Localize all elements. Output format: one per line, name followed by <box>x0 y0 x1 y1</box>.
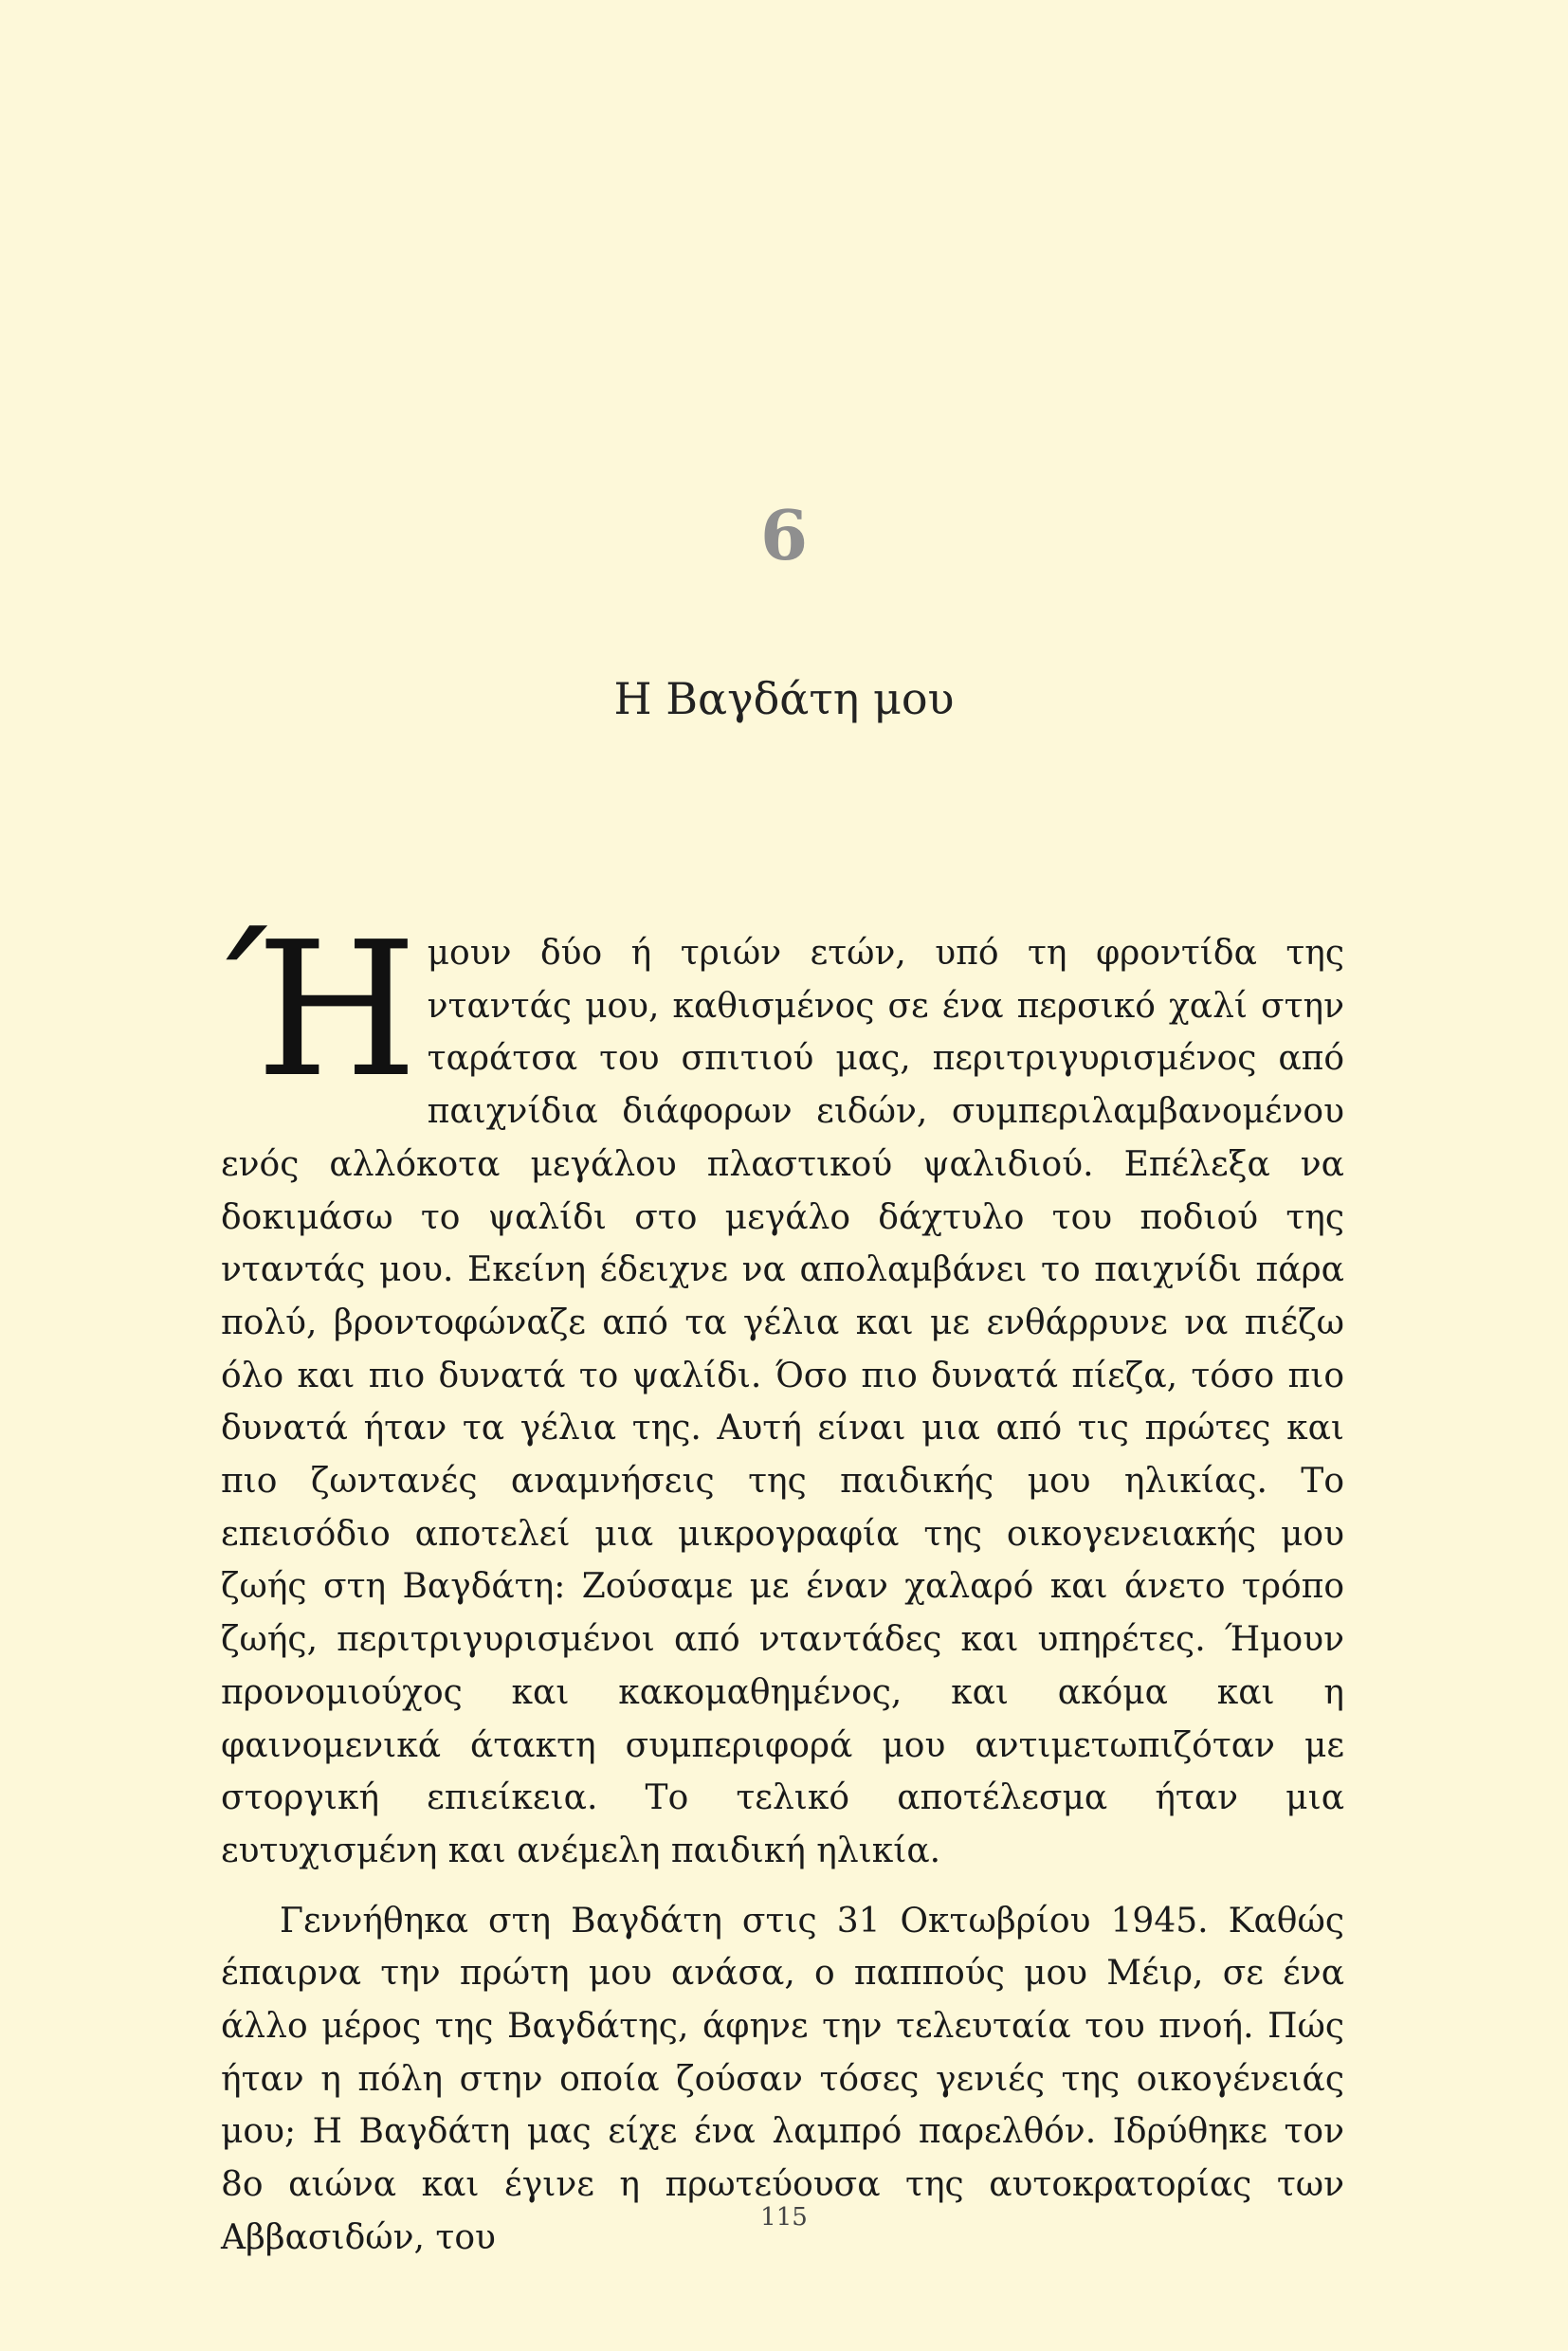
paragraph-2: Γεννήθηκα στη Βαγδάτη στις 31 Οκτωβρίου 1945. Καθώς έπαιρνα την πρώτη μου ανάσα, ο παππούς μου Μέιρ, σε ένα άλλο μέρος της Βαγδάτης, άφηνε την τελευταία του πνοή. Πώς ήταν η πόλη στην οποία ζούσαν τόσες γενιές της οικογένειάς μου; Η Βαγδάτη μας είχε ένα λαμπρό παρελθόν. Ιδρύθηκε τον 8ο αιώνα και έγινε η πρωτεύουσα της αυτοκρατορίας των Αββασιδών, του <box>221 1901 1344 2257</box>
drop-cap: Ή <box>225 902 418 1119</box>
chapter-body <box>221 902 1344 2265</box>
paragraph-1 <box>221 902 1344 1878</box>
page-number: 115 <box>760 2203 808 2232</box>
chapter-number: 6 <box>759 495 809 575</box>
paragraph-1-text: μουν δύο ή τριών ετών, υπό τη φροντίδα της νταντάς μου, καθισμένος σε ένα περσικό χαλί στην ταράτσα του σπιτιού μας, περιτριγυρισμένος από παιχνίδια διάφορων ειδών, συμπεριλαμβανομένου ενός αλλόκοτα μεγάλου πλαστικού ψαλιδιού. Επέλεξα να δοκιμάσω το ψαλίδι στο μεγάλο δάχτυλο του ποδιού της νταντάς μου. Εκείνη έδειχνε να απολαμβάνει το παιχνίδι πάρα πολύ, βροντοφώναζε από τα γέλια και με ενθάρρυνε να πιέζω όλο και πιο δυνατά το ψαλίδι. Όσο πιο δυνατά πίεζα, τόσο πιο δυνατά ήταν τα γέλια της. Αυτή είναι μια από τις πρώτες και πιο ζωντανές αναμνήσεις της παιδικής μου ηλικίας. Το επεισόδιο αποτελεί μια μικρογραφία της οικογενειακής μου ζωής στη Βαγδάτη: Ζούσαμε με έναν χαλαρό και άνετο τρόπο ζωής, περιτριγυρισμένοι από νταντάδες και υπηρέτες. Ήμουν προνομιούχος και κακομαθημένος, και ακόμα και η φαινομενικά άτακτη συμπεριφορά μου αντιμετωπιζόταν με στοργική επιείκεια. Το τελικό αποτέλεσμα ήταν μια ευτυχισμένη και ανέμελη παιδική ηλικία. <box>221 934 1344 1870</box>
chapter-title: Η Βαγδάτη μου <box>613 673 955 724</box>
